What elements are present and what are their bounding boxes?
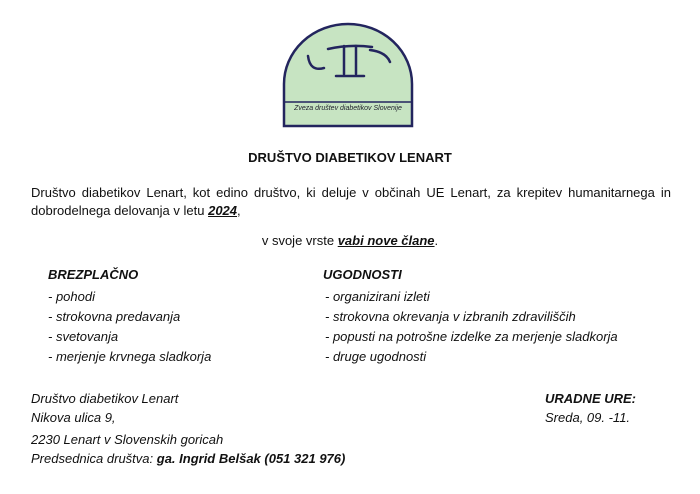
- office-hours: [545, 389, 636, 427]
- invite-emphasis: vabi nove člane: [337, 233, 435, 248]
- free-services-heading: BREZPLAČNO: [48, 267, 139, 282]
- president-line: [31, 449, 345, 468]
- intro-year: 2024: [208, 203, 238, 218]
- list-item: - pohodi: [48, 289, 95, 304]
- list-item: - popusti na potrošne izdelke za merjenje sladkorja: [325, 329, 618, 344]
- list-item: - strokovna predavanja: [48, 309, 181, 324]
- list-item: - druge ugodnosti: [325, 349, 427, 364]
- list-item: - strokovna okrevanja v izbranih zdraviliščih: [325, 309, 576, 324]
- list-item: - organizirani izleti: [325, 289, 430, 304]
- intro-suffix: ,: [237, 203, 241, 218]
- address-block: [31, 389, 345, 468]
- city-address: 2230 Lenart v Slovenskih goricah: [31, 432, 224, 447]
- list-item: - merjenje krvnega sladkorja: [48, 349, 212, 364]
- list-item: - svetovanja: [48, 329, 119, 344]
- office-hours-heading: URADNE URE:: [545, 391, 636, 406]
- document-title: DRUŠTVO DIABETIKOV LENART: [248, 150, 452, 165]
- invite-suffix: .: [434, 233, 439, 248]
- invite-prefix: v svoje vrste: [261, 233, 338, 248]
- president-label: Predsednica društva:: [31, 451, 154, 466]
- benefits-list: [325, 287, 618, 367]
- benefits-heading: UGODNOSTI: [323, 267, 402, 282]
- street-address: Nikova ulica 9,: [31, 410, 116, 425]
- free-services-list: [48, 287, 211, 367]
- society-name: Društvo diabetikov Lenart: [31, 391, 179, 406]
- invite-line: [0, 233, 700, 248]
- logo-caption: Zveza društev diabetikov Slovenije: [294, 105, 402, 112]
- intro-paragraph: [31, 184, 671, 220]
- intro-text: Društvo diabetikov Lenart, kot edino društvo, ki deluje v občinah UE Lenart, za krepitev humanitarnega in dobrodelnega delovanja v letu: [31, 185, 671, 218]
- association-logo: [280, 22, 416, 130]
- office-hours-value: Sreda, 09. -11.: [545, 410, 631, 425]
- president-name: ga. Ingrid Belšak (051 321 976): [156, 451, 346, 466]
